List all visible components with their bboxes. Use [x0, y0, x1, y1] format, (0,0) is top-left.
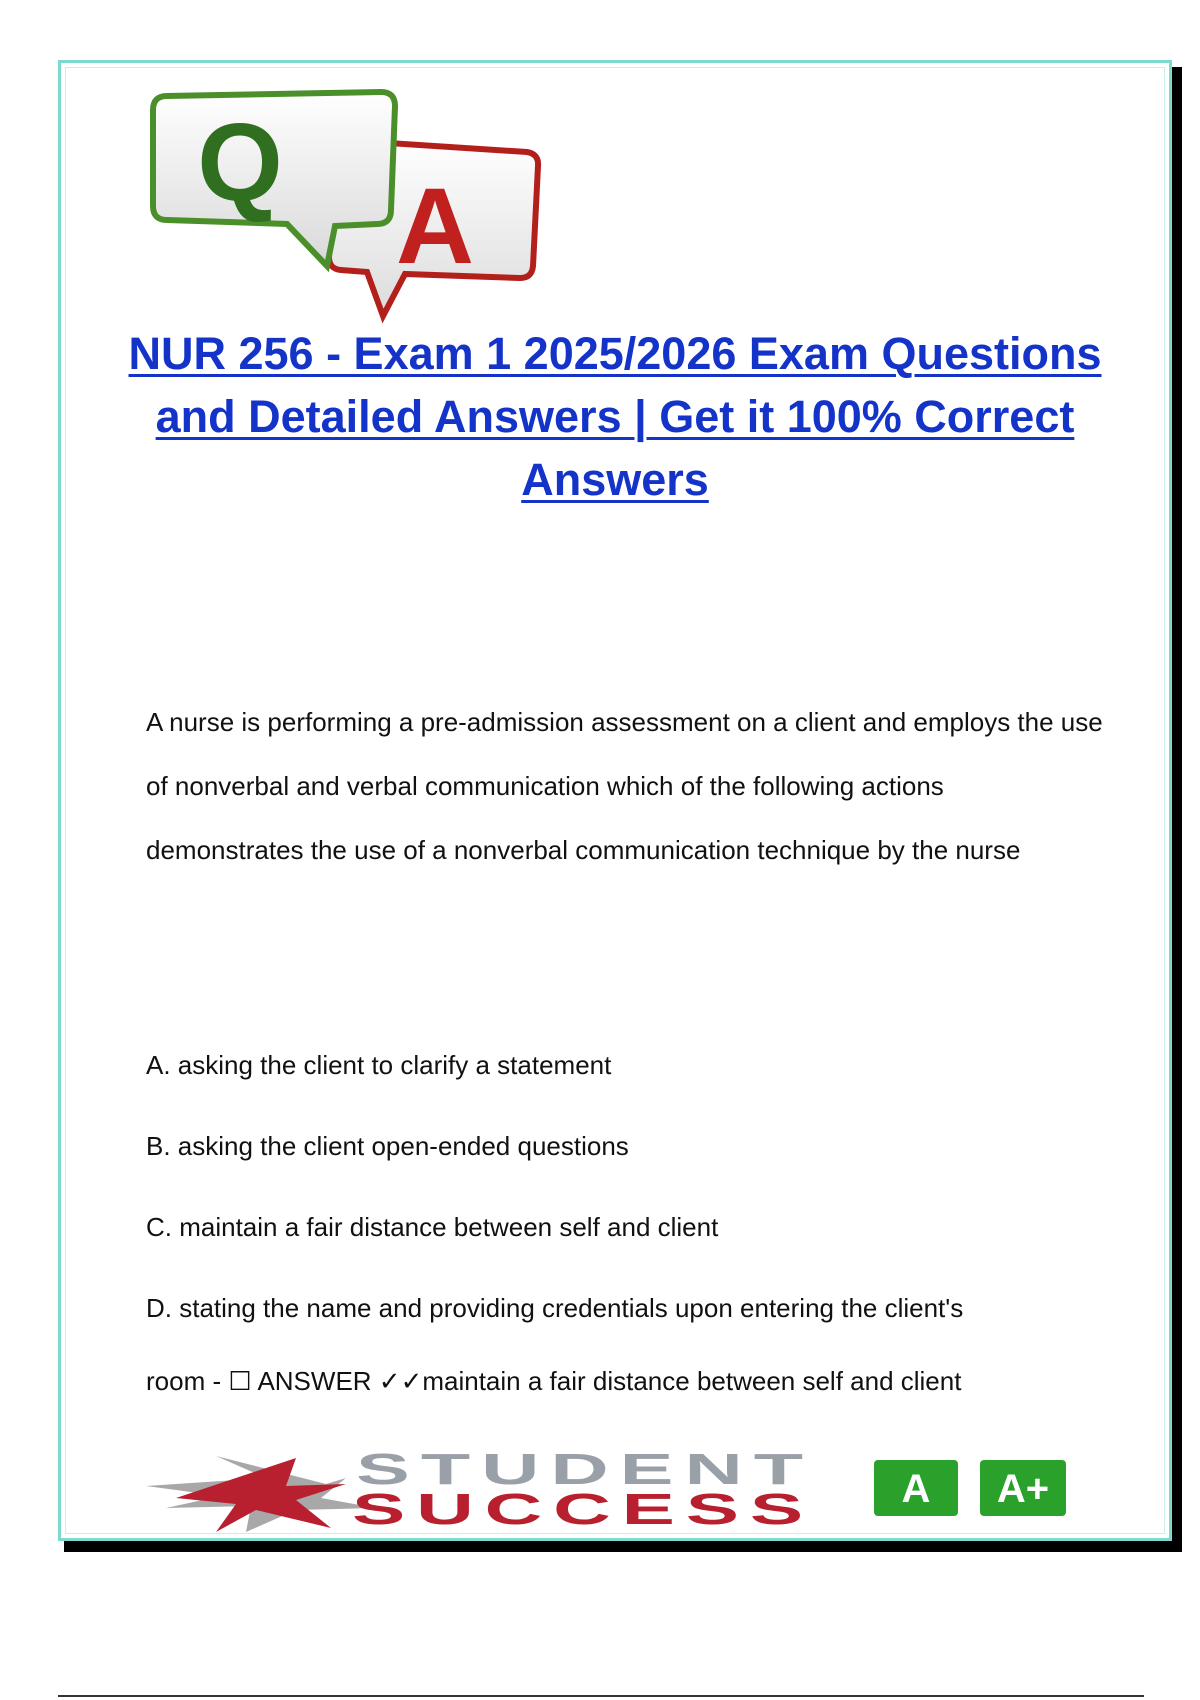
grade-badge-a-plus-label: A+ [996, 1467, 1050, 1511]
answer-line: room - ☐ ANSWER ✓✓maintain a fair distance between self and client [146, 1366, 962, 1396]
brand-line-student: STUDENT [356, 1448, 814, 1494]
student-success-logo [146, 1448, 1076, 1533]
grade-badge-a-label: A [901, 1467, 931, 1511]
brand-line-success: SUCCESS [352, 1485, 814, 1533]
star-swoosh-icon [146, 1456, 376, 1532]
option-c: C. maintain a fair distance between self and client [146, 1212, 719, 1242]
a-letter: A [396, 165, 474, 286]
answer-options [146, 1048, 1106, 1372]
question-text: A nurse is performing a pre-admission assessment on a client and employs the use of nonverbal and verbal communication which of the following actions demonstrates the use of a nonverbal communication technique by the nurse [146, 707, 1103, 865]
option-d: D. stating the name and providing credentials upon entering the client's [146, 1293, 964, 1323]
document-title[interactable]: NUR 256 - Exam 1 2025/2026 Exam Questions and Detailed Answers | Get it 100% Correct Answers [128, 328, 1102, 505]
option-a: A. asking the client to clarify a statement [146, 1050, 612, 1080]
bottom-divider [58, 1695, 1144, 1697]
q-letter: Q [197, 101, 283, 224]
qa-speech-bubbles-logo [145, 88, 555, 328]
option-b: B. asking the client open-ended questions [146, 1131, 629, 1161]
